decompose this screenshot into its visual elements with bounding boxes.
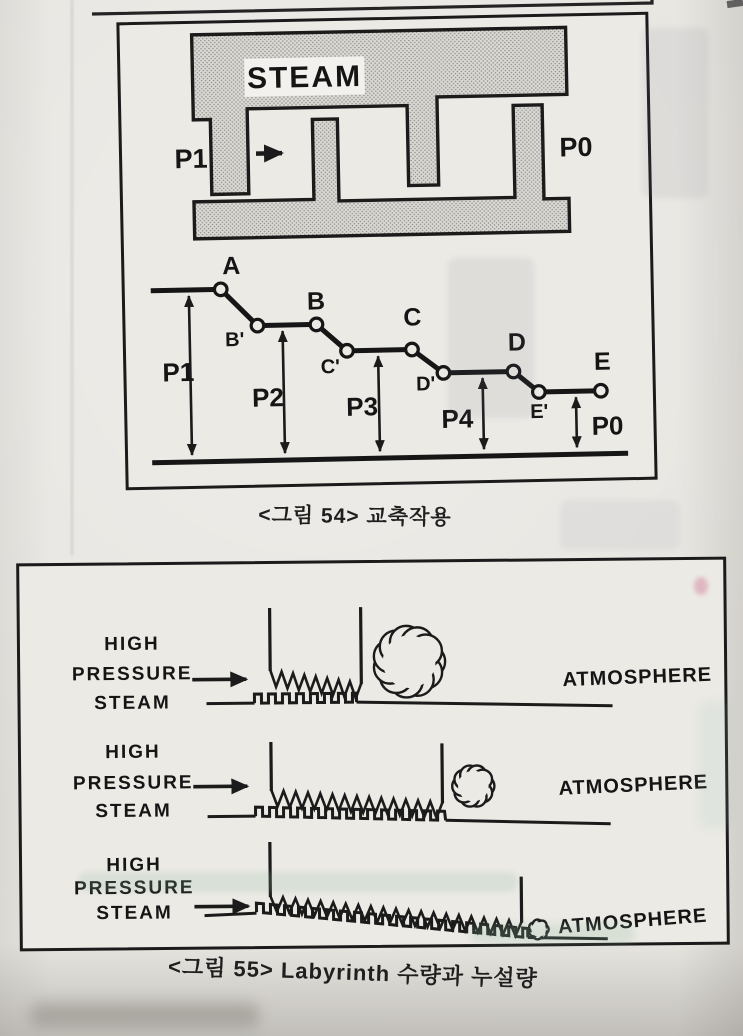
figure55-caption: <그림 55> Labyrinth 수량과 누설량 xyxy=(167,953,539,992)
node-e-prime xyxy=(532,386,545,399)
page-shadow xyxy=(30,1002,260,1028)
node-c-prime xyxy=(341,344,354,357)
node-d-prime xyxy=(437,366,450,379)
leakage-row-1 xyxy=(71,604,712,715)
source-label: STEAM xyxy=(94,692,171,715)
bleedthrough-ghost xyxy=(642,28,708,198)
source-label: HIGH xyxy=(105,741,161,764)
pressure-arrow-p0 xyxy=(576,397,577,447)
leakage-row-2 xyxy=(73,736,709,829)
figure54-box xyxy=(116,12,657,491)
flow-arrow-icon xyxy=(194,906,248,907)
leak-cloud-large xyxy=(374,626,446,698)
pressure-label-p0: P0 xyxy=(591,410,624,441)
node-label-c-prime: C' xyxy=(320,355,341,379)
leak-cloud-small xyxy=(529,919,549,939)
pressure-arrow-p3 xyxy=(378,356,380,451)
seal-wall xyxy=(270,608,271,671)
node-c xyxy=(406,343,419,356)
seal-wall xyxy=(361,607,362,684)
atmosphere-label: ATMOSPHERE xyxy=(558,771,709,800)
leak-cloud-medium xyxy=(452,765,495,806)
steam-label: STEAM xyxy=(246,59,363,96)
figure54-caption: <그림 54> 교축작용 xyxy=(258,503,452,530)
seal-wall xyxy=(270,842,271,897)
node-label-c: C xyxy=(403,303,422,332)
shaft-line xyxy=(357,700,613,708)
graph-baseline xyxy=(152,453,628,463)
atmosphere-label: ATMOSPHERE xyxy=(562,663,713,692)
node-label-e-prime: E' xyxy=(529,400,549,424)
node-label-b-prime: B' xyxy=(224,328,245,352)
pressure-arrow-p4 xyxy=(483,378,484,449)
node-e xyxy=(594,384,607,397)
inlet-pressure-label: P1 xyxy=(174,143,208,175)
flow-arrow-icon xyxy=(192,679,246,680)
pressure-label-p3: P3 xyxy=(345,391,379,422)
node-d xyxy=(507,365,520,378)
source-label: HIGH xyxy=(104,633,160,656)
node-label-d-prime: D' xyxy=(415,373,436,396)
atmosphere-label: ATMOSPHERE xyxy=(557,904,709,939)
pressure-label-p4: P4 xyxy=(441,403,474,434)
source-label: HIGH xyxy=(106,854,162,877)
source-label: PRESSURE xyxy=(73,877,195,900)
pressure-step-line xyxy=(151,282,601,400)
shaft-line xyxy=(205,913,257,915)
figure55-box xyxy=(16,557,730,952)
pressure-label-p1: P1 xyxy=(162,356,195,388)
shaft-line xyxy=(446,819,611,826)
node-b-prime xyxy=(251,319,264,332)
source-label: PRESSURE xyxy=(72,772,194,795)
node-a xyxy=(214,283,227,296)
figure55-drawing xyxy=(19,560,727,949)
source-label: PRESSURE xyxy=(71,663,193,686)
page-crease xyxy=(71,0,73,555)
source-label: STEAM xyxy=(96,902,173,925)
node-label-d: D xyxy=(507,328,527,357)
node-label-e: E xyxy=(593,347,611,376)
figure54-drawing xyxy=(119,15,654,487)
flow-arrow-icon xyxy=(256,153,282,154)
seal-wall xyxy=(442,743,443,803)
pressure-label-p2: P2 xyxy=(251,382,285,413)
node-b xyxy=(310,318,323,331)
source-label: STEAM xyxy=(95,800,172,823)
flow-arrow-icon xyxy=(193,786,247,787)
shaft-castellation xyxy=(254,693,356,703)
pressure-staircase-graph xyxy=(148,244,628,463)
labyrinth-seal-section xyxy=(172,27,594,239)
node-label-a: A xyxy=(221,251,241,281)
outlet-pressure-label: P0 xyxy=(559,131,593,163)
leakage-row-3 xyxy=(74,838,709,944)
node-label-b: B xyxy=(306,287,326,316)
